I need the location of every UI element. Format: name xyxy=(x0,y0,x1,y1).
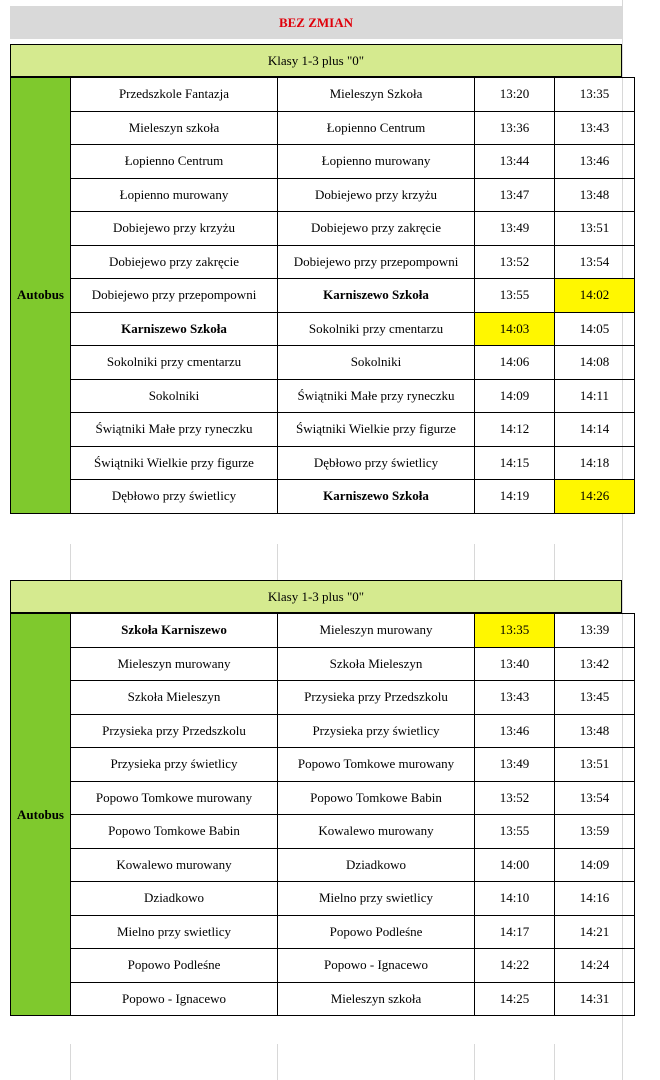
departure-time-cell: 14:00 xyxy=(475,848,555,882)
arrival-time-cell: 14:11 xyxy=(555,379,635,413)
arrival-time-cell: 14:09 xyxy=(555,848,635,882)
table-row xyxy=(11,279,635,313)
table-row xyxy=(11,145,635,179)
arrival-time-cell: 13:45 xyxy=(555,681,635,715)
departure-time-cell: 14:12 xyxy=(475,413,555,447)
stop-to-cell: Kowalewo murowany xyxy=(278,815,475,849)
stop-from-cell: Sokolniki przy cmentarzu xyxy=(71,346,278,380)
stop-to-cell: Mieleszyn Szkoła xyxy=(278,78,475,112)
arrival-time-cell: 14:18 xyxy=(555,446,635,480)
departure-time-cell: 14:25 xyxy=(475,982,555,1016)
table-row xyxy=(11,245,635,279)
stop-to-cell: Karniszewo Szkoła xyxy=(278,279,475,313)
table-row xyxy=(11,815,635,849)
vehicle-label: Autobus xyxy=(11,614,71,1016)
table-row xyxy=(11,413,635,447)
arrival-time-cell: 13:35 xyxy=(555,78,635,112)
table-row xyxy=(11,647,635,681)
departure-time-cell: 14:10 xyxy=(475,882,555,916)
table-row xyxy=(11,212,635,246)
table-row xyxy=(11,178,635,212)
departure-time-cell: 13:47 xyxy=(475,178,555,212)
departure-time-cell: 14:19 xyxy=(475,480,555,514)
arrival-time-cell: 13:46 xyxy=(555,145,635,179)
departure-time-cell: 13:52 xyxy=(475,781,555,815)
stop-to-cell: Łopienno Centrum xyxy=(278,111,475,145)
departure-time-cell: 14:15 xyxy=(475,446,555,480)
stop-from-cell: Dobiejewo przy przepompowni xyxy=(71,279,278,313)
stop-to-cell: Popowo Tomkowe Babin xyxy=(278,781,475,815)
departure-time-cell: 13:40 xyxy=(475,647,555,681)
table-row xyxy=(11,915,635,949)
arrival-time-cell: 13:42 xyxy=(555,647,635,681)
stop-from-cell: Mieleszyn murowany xyxy=(71,647,278,681)
stop-from-cell: Łopienno Centrum xyxy=(71,145,278,179)
stop-from-cell: Dobiejewo przy zakręcie xyxy=(71,245,278,279)
arrival-time-cell: 13:51 xyxy=(555,212,635,246)
stop-to-cell: Sokolniki przy cmentarzu xyxy=(278,312,475,346)
arrival-time-cell: 13:48 xyxy=(555,714,635,748)
section-title: Klasy 1-3 plus "0" xyxy=(10,44,622,77)
stop-to-cell: Sokolniki xyxy=(278,346,475,380)
stop-from-cell: Przedszkole Fantazja xyxy=(71,78,278,112)
table-row xyxy=(11,346,635,380)
stop-to-cell: Łopienno murowany xyxy=(278,145,475,179)
table-row xyxy=(11,882,635,916)
arrival-time-cell: 14:31 xyxy=(555,982,635,1016)
table-row xyxy=(11,379,635,413)
empty-cell xyxy=(624,6,660,39)
departure-time-cell: 13:35 xyxy=(475,614,555,648)
departure-time-cell: 14:17 xyxy=(475,915,555,949)
stop-from-cell: Dobiejewo przy krzyżu xyxy=(71,212,278,246)
page-title: BEZ ZMIAN xyxy=(10,6,622,39)
schedule-table xyxy=(10,77,635,514)
stop-from-cell: Szkoła Karniszewo xyxy=(71,614,278,648)
empty-row xyxy=(10,544,622,580)
departure-time-cell: 13:52 xyxy=(475,245,555,279)
stop-to-cell: Karniszewo Szkoła xyxy=(278,480,475,514)
departure-time-cell: 13:46 xyxy=(475,714,555,748)
arrival-time-cell: 13:39 xyxy=(555,614,635,648)
departure-time-cell: 13:55 xyxy=(475,815,555,849)
stop-from-cell: Przysieka przy świetlicy xyxy=(71,748,278,782)
stop-from-cell: Łopienno murowany xyxy=(71,178,278,212)
table-row xyxy=(11,111,635,145)
departure-time-cell: 14:09 xyxy=(475,379,555,413)
stop-from-cell: Szkoła Mieleszyn xyxy=(71,681,278,715)
departure-time-cell: 14:06 xyxy=(475,346,555,380)
stop-to-cell: Popowo Tomkowe murowany xyxy=(278,748,475,782)
stop-from-cell: Popowo - Ignacewo xyxy=(71,982,278,1016)
stop-from-cell: Mielno przy swietlicy xyxy=(71,915,278,949)
stop-to-cell: Popowo Podleśne xyxy=(278,915,475,949)
arrival-time-cell: 14:05 xyxy=(555,312,635,346)
stop-from-cell: Popowo Tomkowe murowany xyxy=(71,781,278,815)
stop-to-cell: Dobiejewo przy krzyżu xyxy=(278,178,475,212)
departure-time-cell: 13:55 xyxy=(475,279,555,313)
arrival-time-cell: 13:54 xyxy=(555,781,635,815)
stop-from-cell: Popowo Tomkowe Babin xyxy=(71,815,278,849)
stop-from-cell: Świątniki Wielkie przy figurze xyxy=(71,446,278,480)
table-row xyxy=(11,480,635,514)
vehicle-label: Autobus xyxy=(11,78,71,514)
arrival-time-cell: 13:51 xyxy=(555,748,635,782)
departure-time-cell: 13:43 xyxy=(475,681,555,715)
stop-to-cell: Dziadkowo xyxy=(278,848,475,882)
stop-from-cell: Kowalewo murowany xyxy=(71,848,278,882)
table-row xyxy=(11,78,635,112)
arrival-time-cell: 14:02 xyxy=(555,279,635,313)
stop-from-cell: Dębłowo przy świetlicy xyxy=(71,480,278,514)
table-row xyxy=(11,446,635,480)
table-row xyxy=(11,848,635,882)
arrival-time-cell: 13:43 xyxy=(555,111,635,145)
table-row xyxy=(11,681,635,715)
stop-to-cell: Świątniki Małe przy ryneczku xyxy=(278,379,475,413)
schedule-table xyxy=(10,613,635,1016)
departure-time-cell: 13:49 xyxy=(475,748,555,782)
stop-to-cell: Przysieka przy świetlicy xyxy=(278,714,475,748)
stop-from-cell: Dziadkowo xyxy=(71,882,278,916)
departure-time-cell: 14:03 xyxy=(475,312,555,346)
stop-to-cell: Przysieka przy Przedszkolu xyxy=(278,681,475,715)
departure-time-cell: 13:44 xyxy=(475,145,555,179)
departure-time-cell: 13:36 xyxy=(475,111,555,145)
table-row xyxy=(11,949,635,983)
table-row xyxy=(11,982,635,1016)
table-row xyxy=(11,748,635,782)
arrival-time-cell: 14:14 xyxy=(555,413,635,447)
stop-to-cell: Dobiejewo przy zakręcie xyxy=(278,212,475,246)
arrival-time-cell: 13:54 xyxy=(555,245,635,279)
departure-time-cell: 13:20 xyxy=(475,78,555,112)
table-row xyxy=(11,781,635,815)
stop-from-cell: Przysieka przy Przedszkolu xyxy=(71,714,278,748)
departure-time-cell: 13:49 xyxy=(475,212,555,246)
arrival-time-cell: 14:21 xyxy=(555,915,635,949)
stop-from-cell: Świątniki Małe przy ryneczku xyxy=(71,413,278,447)
departure-time-cell: 14:22 xyxy=(475,949,555,983)
stop-to-cell: Mieleszyn szkoła xyxy=(278,982,475,1016)
stop-to-cell: Dobiejewo przy przepompowni xyxy=(278,245,475,279)
empty-row xyxy=(10,1044,622,1080)
section-title: Klasy 1-3 plus "0" xyxy=(10,580,622,613)
stop-to-cell: Świątniki Wielkie przy figurze xyxy=(278,413,475,447)
arrival-time-cell: 13:48 xyxy=(555,178,635,212)
stop-to-cell: Mieleszyn murowany xyxy=(278,614,475,648)
stop-from-cell: Karniszewo Szkoła xyxy=(71,312,278,346)
arrival-time-cell: 14:16 xyxy=(555,882,635,916)
stop-to-cell: Dębłowo przy świetlicy xyxy=(278,446,475,480)
stop-to-cell: Szkoła Mieleszyn xyxy=(278,647,475,681)
stop-from-cell: Mieleszyn szkoła xyxy=(71,111,278,145)
stop-from-cell: Popowo Podleśne xyxy=(71,949,278,983)
arrival-time-cell: 14:08 xyxy=(555,346,635,380)
table-row xyxy=(11,312,635,346)
arrival-time-cell: 14:24 xyxy=(555,949,635,983)
table-row xyxy=(11,714,635,748)
stop-to-cell: Popowo - Ignacewo xyxy=(278,949,475,983)
arrival-time-cell: 13:59 xyxy=(555,815,635,849)
stop-to-cell: Mielno przy swietlicy xyxy=(278,882,475,916)
table-row xyxy=(11,614,635,648)
stop-from-cell: Sokolniki xyxy=(71,379,278,413)
arrival-time-cell: 14:26 xyxy=(555,480,635,514)
